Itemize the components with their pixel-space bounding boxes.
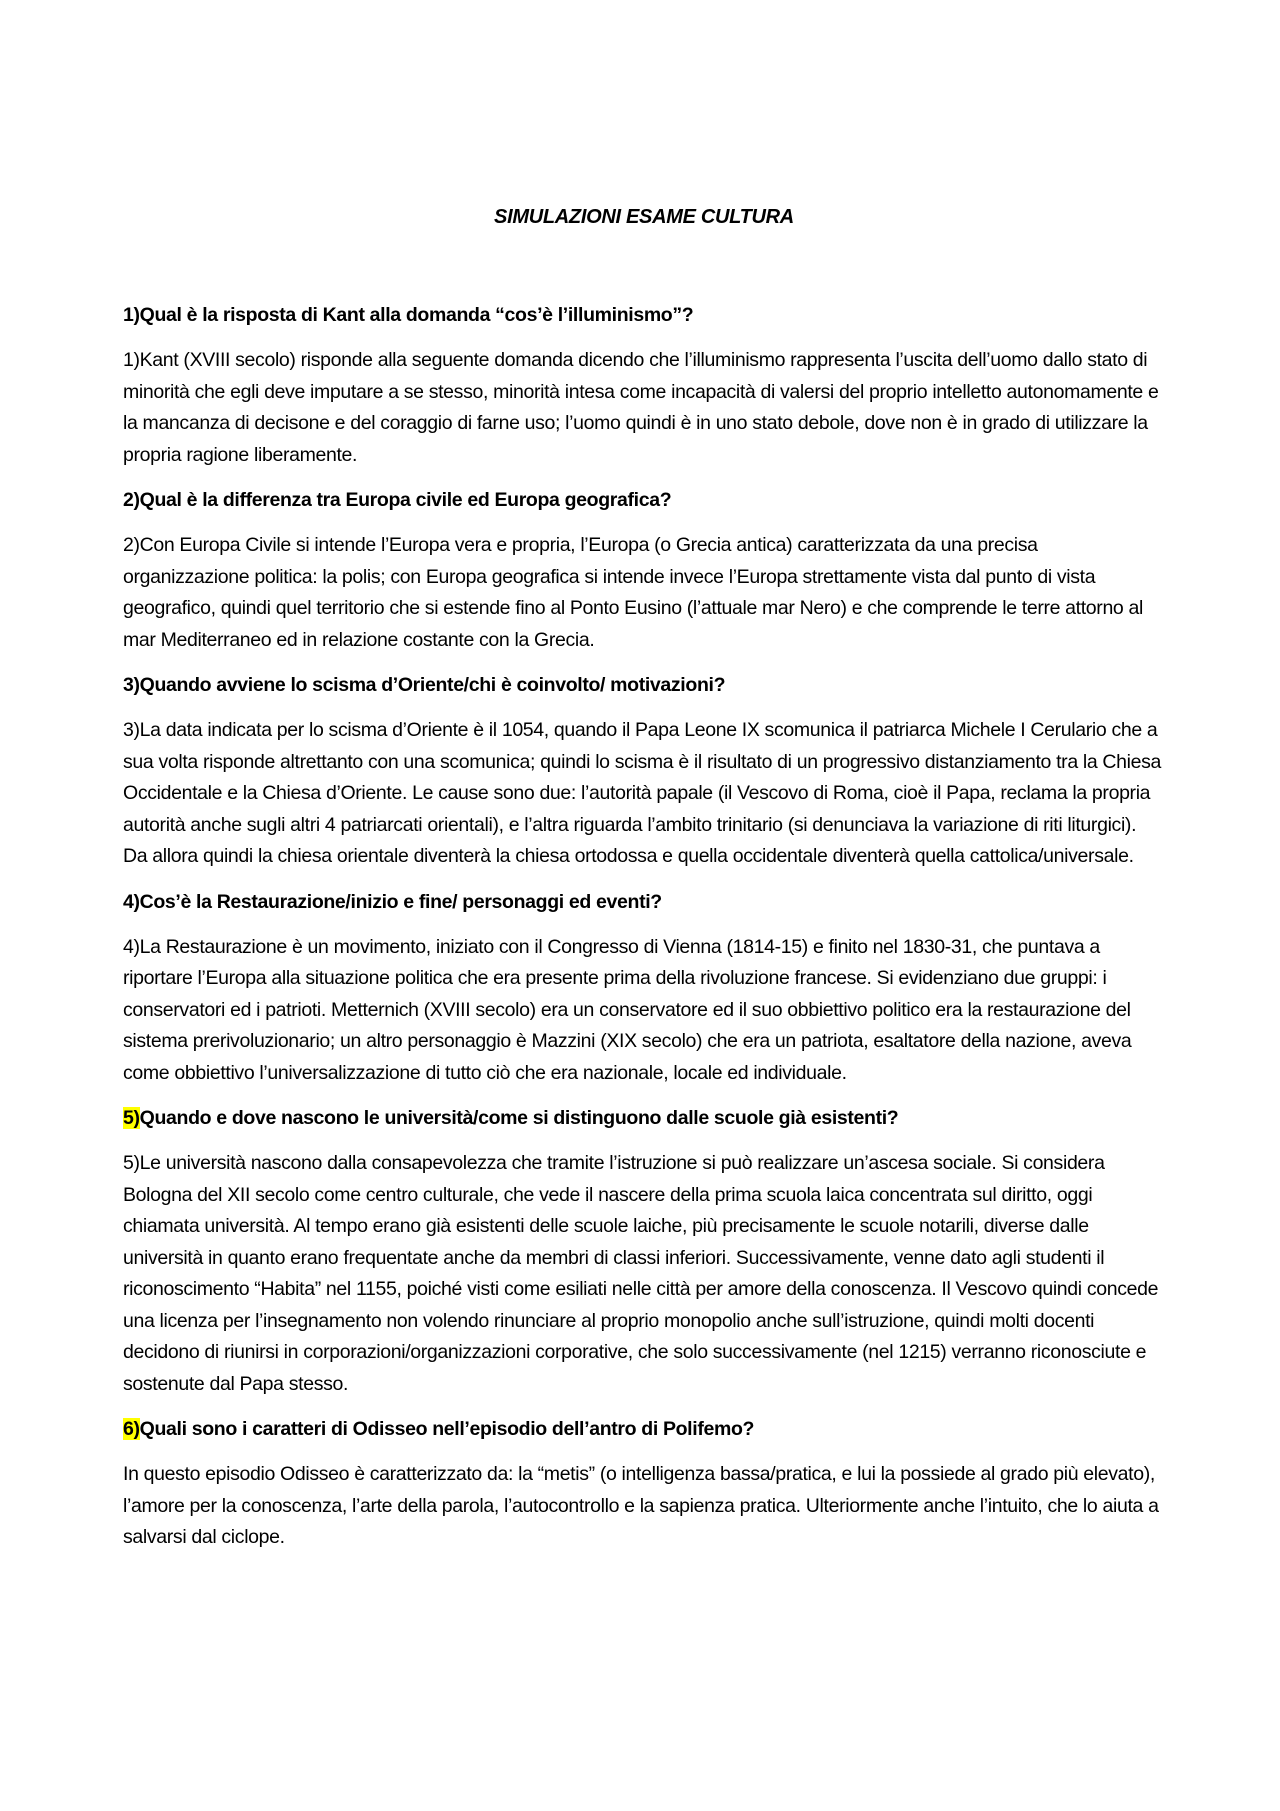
question-text: Quando avviene lo scisma d’Oriente/chi è coinvolto/ motivazioni?: [139, 674, 726, 696]
document-content: [123, 300, 1165, 1568]
question-3: [123, 670, 1165, 701]
answer-5: 5)Le università nascono dalla consapevolezza che tramite l’istruzione si può realizzare un’ascesa sociale. Si considera Bologna del XII secolo come centro culturale, che vede il nascere della prima scuola laica concentrata sul diritto, oggi chiamata università. Al tempo erano già esistenti delle scuole laiche, più precisamente le scuole notarili, diverse dalle università in quanto erano frequentate anche da membri di classi inferiori. Successivamente, venne dato agli studenti il riconoscimento “Habita” nel 1155, poiché visti come esiliati nelle città per amore della conoscenza. Il Vescovo quindi concede una licenza per l’insegnamento non volendo rinunciare al proprio monopolio anche sull’istruzione, quindi molti docenti decidono di riunirsi in corporazioni/organizzazioni corporative, che solo successivamente (nel 1215) verranno riconosciute e sostenute dal Papa stesso.: [123, 1152, 1159, 1395]
question-5: [123, 1103, 1165, 1134]
highlighted-question-number: 6): [123, 1418, 140, 1440]
answer-4: 4)La Restaurazione è un movimento, iniziato con il Congresso di Vienna (1814-15) e finito nel 1830-31, che puntava a riportare l’Europa alla situazione politica che era presente prima della rivoluzione francese. Si evidenziano due gruppi: i conservatori ed i patrioti. Metternich (XVIII secolo) era un conservatore ed il suo obbiettivo politico era la restaurazione del sistema prerivoluzionario; un altro personaggio è Mazzini (XIX secolo) che era un patriota, esaltatore della nazione, aveva come obbiettivo l’universalizzazione di tutto ciò che era nazionale, locale ed individuale.: [123, 935, 1132, 1084]
question-6: [123, 1414, 1165, 1445]
question-text: Quali sono i caratteri di Odisseo nell’episodio dell’antro di Polifemo?: [139, 1418, 755, 1440]
highlighted-question-number: 5): [123, 1107, 140, 1129]
question-text: Qual è la risposta di Kant alla domanda “cos’è l’illuminismo”?: [139, 304, 694, 326]
answer-6: In questo episodio Odisseo è caratterizzato da: la “metis” (o intelligenza bassa/pratica, e lui la possiede al grado più elevato), l’amore per la conoscenza, l’arte della parola, l’autocontrollo e la sapienza pratica. Ulteriormente anche l’intuito, che lo aiuta a salvarsi dal ciclope.: [123, 1463, 1159, 1548]
question-text: Cos’è la Restaurazione/inizio e fine/ personaggi ed eventi?: [139, 890, 662, 913]
question-2: [123, 485, 1165, 516]
question-number: 3): [123, 674, 140, 696]
question-text: Quando e dove nascono le università/come si distinguono dalle scuole già esistenti?: [139, 1107, 899, 1129]
question-number: 1): [123, 304, 140, 326]
answer-3: 3)La data indicata per lo scisma d’Oriente è il 1054, quando il Papa Leone IX scomunica il patriarca Michele I Cerulario che a sua volta risponde altrettanto con una scomunica; quindi lo scisma è il risultato di un progressivo distanziamento tra la Chiesa Occidentale e la Chiesa d’Oriente. Le cause sono due: l’autorità papale (il Vescovo di Roma, cioè il Papa, reclama la propria autorità anche sugli altri 4 patriarcati orientali), e l’altra riguarda l’ambito trinitario (si denunciava la variazione di riti liturgici). Da allora quindi la chiesa orientale diventerà la chiesa ortodossa e quella occidentale diventerà quella cattolica/universale.: [123, 719, 1162, 867]
answer-1: 1)Kant (XVIII secolo) risponde alla seguente domanda dicendo che l’illuminismo rappresenta l’uscita dell’uomo dallo stato di minorità che egli deve imputare a se stesso, minorità intesa come incapacità di valersi del proprio intelletto autonomamente e la mancanza di decisone e del coraggio di farne uso; l’uomo quindi è in uno stato debole, dove non è in grado di utilizzare la propria ragione liberamente.: [123, 349, 1159, 466]
question-number: 2): [123, 489, 140, 511]
document-title: SIMULAZIONI ESAME CULTURA: [494, 206, 794, 228]
answer-2: 2)Con Europa Civile si intende l’Europa vera e propria, l’Europa (o Grecia antica) caratterizzata da una precisa organizzazione politica: la polis; con Europa geografica si intende invece l’Europa strettamente vista dal punto di vista geografico, quindi quel territorio che si estende fino al Ponto Eusino (l’attuale mar Nero) e che comprende le terre attorno al mar Mediterraneo ed in relazione costante con la Grecia.: [123, 534, 1143, 651]
question-text: Qual è la differenza tra Europa civile ed Europa geografica?: [139, 489, 672, 511]
question-number: 4): [123, 890, 140, 913]
question-1: [123, 300, 1165, 331]
question-4: [123, 887, 1165, 918]
